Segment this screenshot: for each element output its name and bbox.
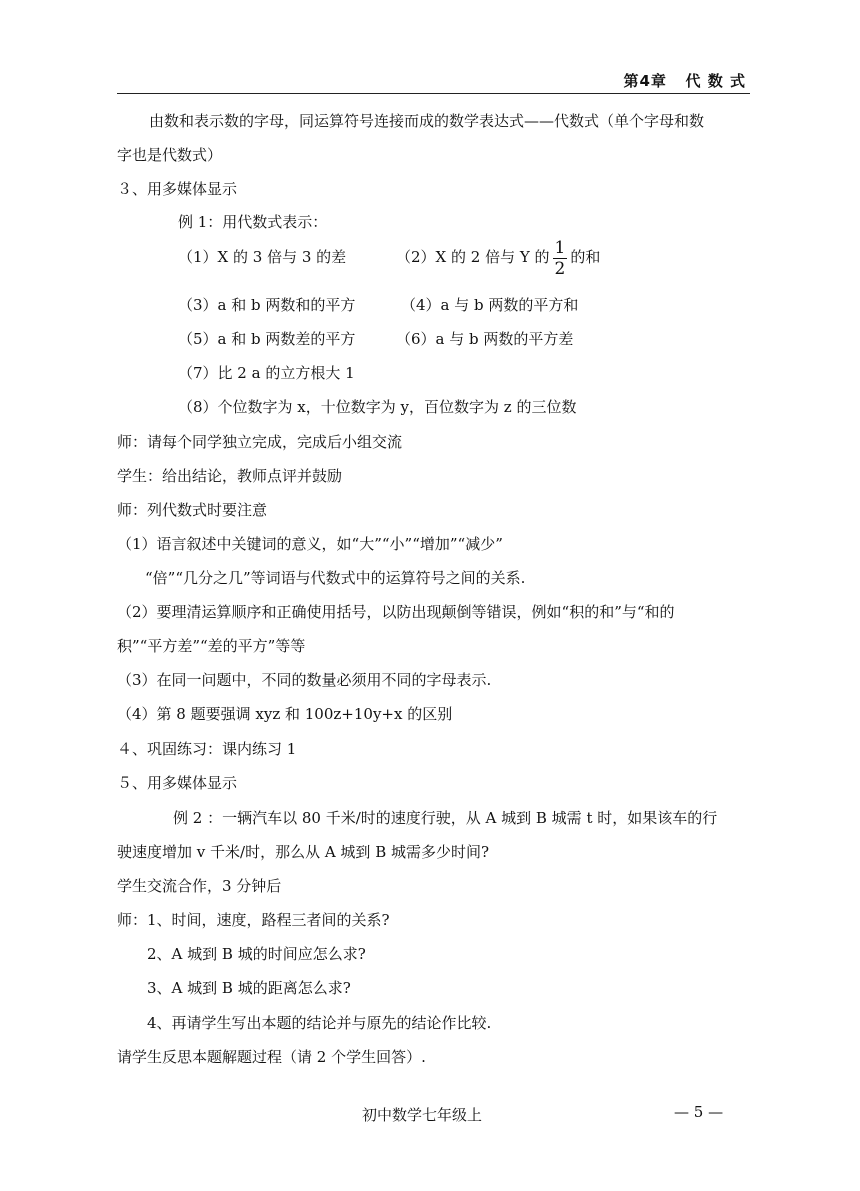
example-1-item-6: （6）a 与 b 两数的平方差 (396, 330, 574, 348)
section-4-heading: ４、巩固练习：课内练习 1 (117, 740, 297, 758)
example-1-item-4: （4）a 与 b 两数的平方和 (401, 296, 579, 314)
example-2-line-2: 驶速度增加 v 千米/时，那么从 A 城到 B 城需多少时间? (117, 843, 490, 861)
teacher-question-3: 3、A 城到 B 城的距离怎么求? (147, 979, 351, 997)
note-1-continued: “倍”“几分之几”等词语与代数式中的运算符号之间的关系. (145, 569, 526, 587)
header-rule (117, 93, 750, 94)
teacher-question-4: 4、再请学生写出本题的结论并与原先的结论作比较. (147, 1014, 492, 1032)
footer-page-number: — 5 — (674, 1103, 724, 1121)
reflection-prompt: 请学生反思本题解题过程（请 2 个学生回答）. (117, 1048, 426, 1066)
student-response-1: 学生：给出结论，教师点评并鼓励 (117, 467, 343, 485)
example-1-title: 例 1：用代数式表示： (178, 213, 328, 231)
example-1-item-7: （7）比 2 a 的立方根大 1 (178, 364, 355, 382)
note-2-line-2: 积”“平方差”“差的平方”等等 (117, 637, 306, 655)
fraction-denominator: 2 (554, 258, 566, 279)
footer-book-title: 初中数学七年级上 (362, 1106, 483, 1124)
example-1-item-2 (396, 236, 600, 278)
definition-line-2: 字也是代数式） (117, 146, 223, 164)
section-5-heading: ５、用多媒体显示 (117, 774, 238, 792)
teacher-instruction-2: 师：列代数式时要注意 (117, 501, 268, 519)
example-2-line-1: 例 2 ：一辆汽车以 80 千米/时的速度行驶，从 A 城到 B 城需 t 时，如果该车的行 (173, 809, 718, 827)
teacher-question-1: 师：1、时间，速度，路程三者间的关系? (117, 911, 390, 929)
definition-line-1: 由数和表示数的字母，同运算符号连接而成的数学表达式——代数式（单个字母和数 (149, 112, 705, 130)
note-3: （3）在同一问题中，不同的数量必须用不同的字母表示. (117, 671, 492, 689)
fraction-numerator: 1 (554, 237, 566, 258)
section-3-heading: ３、用多媒体显示 (117, 180, 238, 198)
example-1-item-8: （8）个位数字为 x，十位数字为 y，百位数字为 z 的三位数 (178, 398, 577, 416)
note-2-line-1: （2）要理清运算顺序和正确使用括号，以防出现颠倒等错误，例如“积的和”与“和的 (117, 603, 675, 621)
note-1: （1）语言叙述中关键词的意义，如“大”“小”“增加”“减少” (117, 535, 503, 553)
fraction-one-half (553, 237, 568, 279)
teacher-question-2: 2、A 城到 B 城的时间应怎么求? (147, 945, 366, 963)
example-1-item-1: （1）X 的 3 倍与 3 的差 (178, 248, 347, 266)
teacher-instruction-1: 师：请每个同学独立完成，完成后小组交流 (117, 433, 403, 451)
example-1-item-2-prefix: （2）X 的 2 倍与 Y 的 (396, 248, 550, 266)
example-1-item-2-suffix: 的和 (570, 248, 601, 266)
example-1-item-5: （5）a 和 b 两数差的平方 (178, 330, 356, 348)
student-collaboration: 学生交流合作，3 分钟后 (117, 877, 282, 895)
example-1-item-3: （3）a 和 b 两数和的平方 (178, 296, 356, 314)
chapter-header: 第4章 代 数 式 (623, 72, 746, 90)
note-4: （4）第 8 题要强调 xyz 和 100z+10y+x 的区别 (117, 705, 453, 723)
